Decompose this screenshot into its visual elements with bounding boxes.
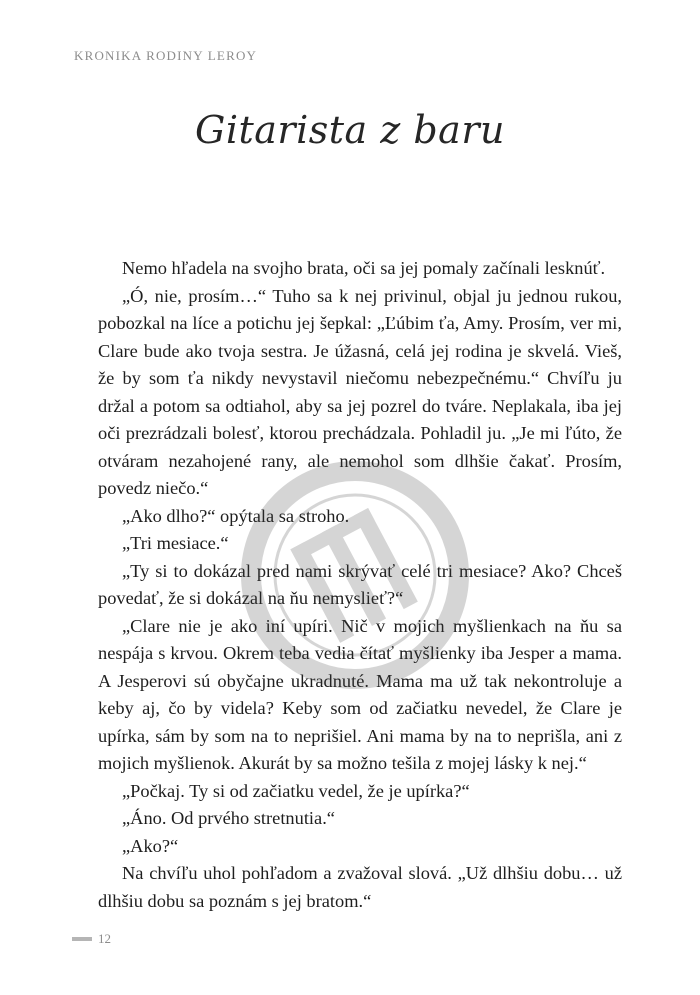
paragraph: Na chvíľu uhol pohľadom a zvažoval slová. „Už dlhšiu dobu… už dlhšiu dobu sa poznám s jej bratom.“ — [98, 863, 622, 911]
folio-bar — [72, 937, 92, 941]
paragraph: „Clare nie je ako iní upíri. Nič v mojich myšlienkach na ňu sa nespája s krvou. Okrem teba vedia čítať myšlienky iba Jesper a mama. A Jesperovi sú obyčajne ukradnuté. Mama ma už tak nekontroluje a keby aj, čo by videla? Keby som od začiatku nevedel, že Clare je upírka, sám by som na to neprišiel. Ani mama by na to neprišla, ani z mojich myšlienok. Akurát by sa možno tešila z mojej lásky k nej.“ — [98, 615, 622, 773]
paragraph: „Ako dlho?“ opýtala sa stroho. — [122, 505, 350, 526]
body-text — [98, 255, 622, 915]
paragraph: „Počkaj. Ty si od začiatku vedel, že je upírka?“ — [122, 780, 470, 801]
paragraph: „Ty si to dokázal pred nami skrývať celé tri mesiace? Ako? Chceš povedať, že si dokázal na ňu nemyslieť?“ — [98, 560, 622, 608]
folio — [72, 931, 111, 947]
paragraph: „Tri mesiace.“ — [122, 533, 229, 553]
paragraph: „Ó, nie, prosím…“ Tuho sa k nej privinul, objal ju jednou rukou, pobozkal na líce a potichu jej šepkal: „Ľúbim ťa, Amy. Prosím, ver mi, Clare bude ako tvoja sestra. Je úžasná, celá jej rodina je skvelá. Vieš, že by som ťa nikdy nevystavil niečomu nebezpečnému.“ Chvíľu ju držal a potom sa odtiahol, aby sa jej pozrel do tváre. Neplakala, iba jej oči prezrádzali bolesť, ktorou prechádzala. Pohladil ju. „Je mi ľúto, že otváram nezahojené rany, ale nemohol som dlhšie čakať. Prosím, povedz niečo.“ — [98, 285, 622, 498]
chapter-title: Gitarista z baru — [195, 108, 505, 152]
paragraph: „Ako?“ — [122, 835, 179, 856]
paragraph: Nemo hľadela na svojho brata, oči sa jej pomaly začínali lesknúť. — [122, 258, 606, 278]
page-number: 12 — [98, 931, 111, 946]
paragraph: „Áno. Od prvého stretnutia.“ — [122, 808, 335, 828]
running-head: KRONIKA RODINY LEROY — [74, 48, 258, 63]
